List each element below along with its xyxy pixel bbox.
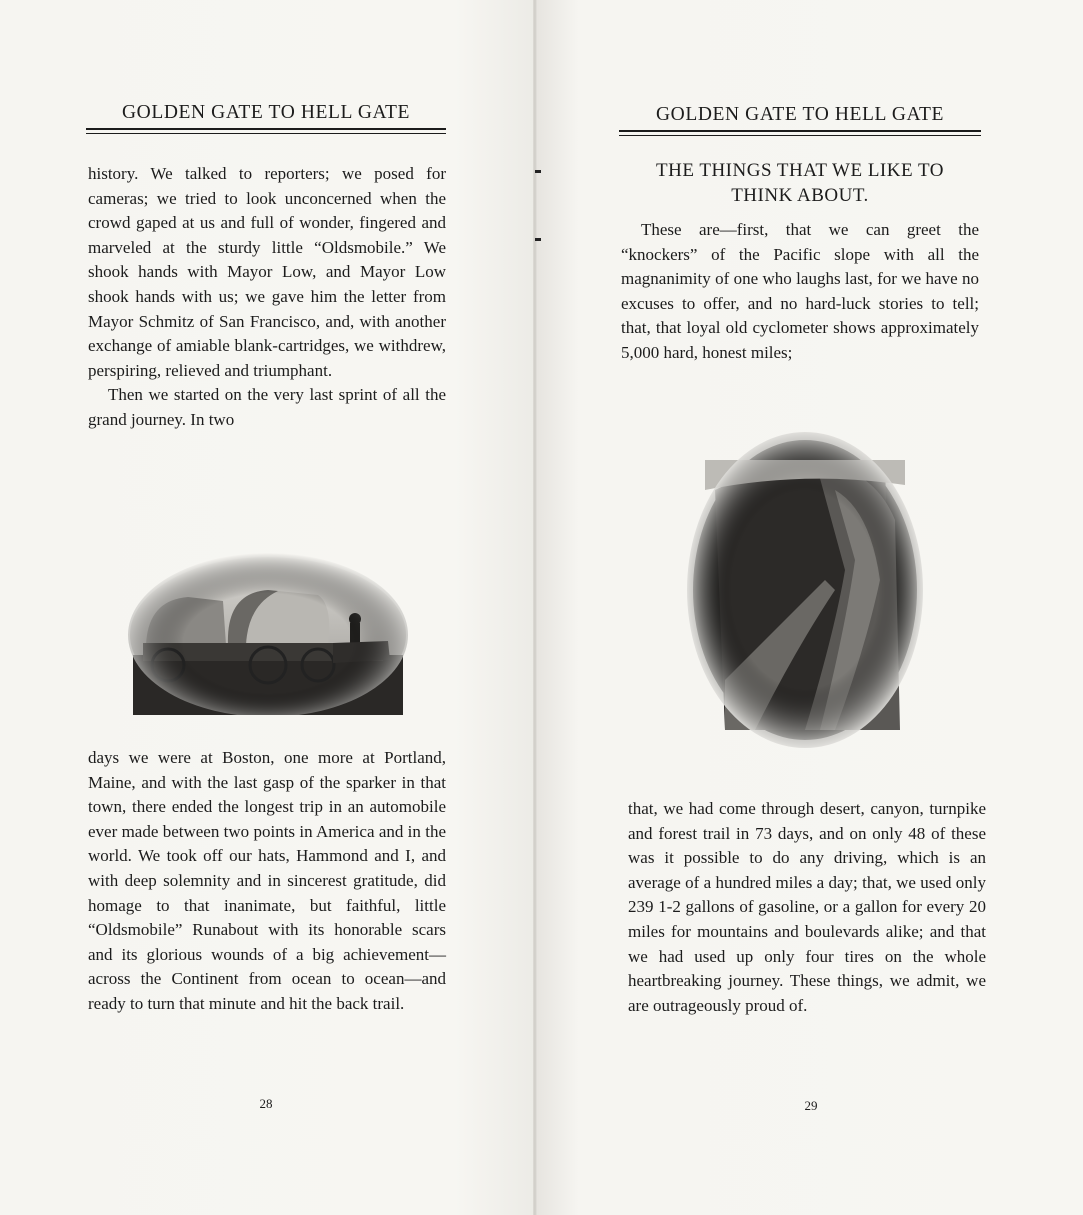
gutter-mark: [535, 170, 541, 173]
section-title-line-2: THINK ABOUT.: [731, 185, 869, 206]
right-header-rule-thin: [619, 135, 981, 136]
left-page: [0, 0, 535, 1215]
section-title: [619, 158, 981, 208]
left-header-rule: [86, 128, 446, 130]
right-running-head: GOLDEN GATE TO HELL GATE: [655, 104, 945, 125]
right-header-rule: [619, 130, 981, 132]
book-gutter: [533, 0, 537, 1215]
left-paragraph-2: Then we started on the very last sprint of all the grand journey. In two: [88, 385, 446, 429]
left-running-head: GOLDEN GATE TO HELL GATE: [121, 102, 411, 123]
covered-wagon-photo: [128, 545, 408, 715]
right-paragraph-2: that, we had come through desert, canyon, turnpike and forest trail in 73 days, and on only 48 of these was it possible to do any driving, which is an average of a hundred miles a day; that, we used only 239 1-2 gallons of gasoline, or a gallon for every 20 miles for mountains and boulevards alike; and that we had used up only four tires on the whole heartbreaking journey. These things, we admit, we are outrageously proud of.: [628, 799, 986, 1015]
section-title-line-1: THE THINGS THAT WE LIKE TO: [656, 160, 944, 181]
left-text-top: [88, 162, 446, 433]
left-text-bottom: [88, 746, 446, 1017]
right-page-number: 29: [804, 1098, 818, 1113]
gutter-mark: [535, 238, 541, 241]
left-paragraph-3: days we were at Boston, one more at Portland, Maine, and with the last gasp of the sparker in that town, there ended the longest trip in an automobile ever made between two points in America and in the world. We took off our hats, Hammond and I, and with deep solemnity and in sincerest gratitude, did homage to that inanimate, but faithful, little “Oldsmobile” Runabout with its honorable scars and its glorious wounds of a big achievement—across the Continent from ocean to ocean—and ready to turn that minute and hit the back trail.: [88, 748, 446, 1013]
canyon-road-photo: [685, 430, 925, 750]
right-text-top: [621, 218, 979, 366]
left-page-number: 28: [259, 1096, 273, 1111]
left-header-rule-thin: [86, 133, 446, 134]
right-text-bottom: [628, 797, 986, 1018]
left-paragraph-1: history. We talked to reporters; we posed for cameras; we tried to look unconcerned when the crowd gaped at us and full of wonder, fingered and marveled at the sturdy little “Oldsmobile.” We shook hands with Mayor Low, and Mayor Low shook hands with us; we gave him the letter from Mayor Schmitz of San Francisco, and, with another exchange of amiable blank-cartridges, we withdrew, perspiring, relieved and triumphant.: [88, 164, 446, 380]
right-paragraph-1: These are—first, that we can greet the “knockers” of the Pacific slope with all the magnanimity of one who laughs last, for we have no excuses to offer, and no hard-luck stories to tell; that, that loyal old cyclometer shows approximately 5,000 hard, honest miles;: [621, 220, 979, 362]
right-page: [535, 0, 1083, 1215]
